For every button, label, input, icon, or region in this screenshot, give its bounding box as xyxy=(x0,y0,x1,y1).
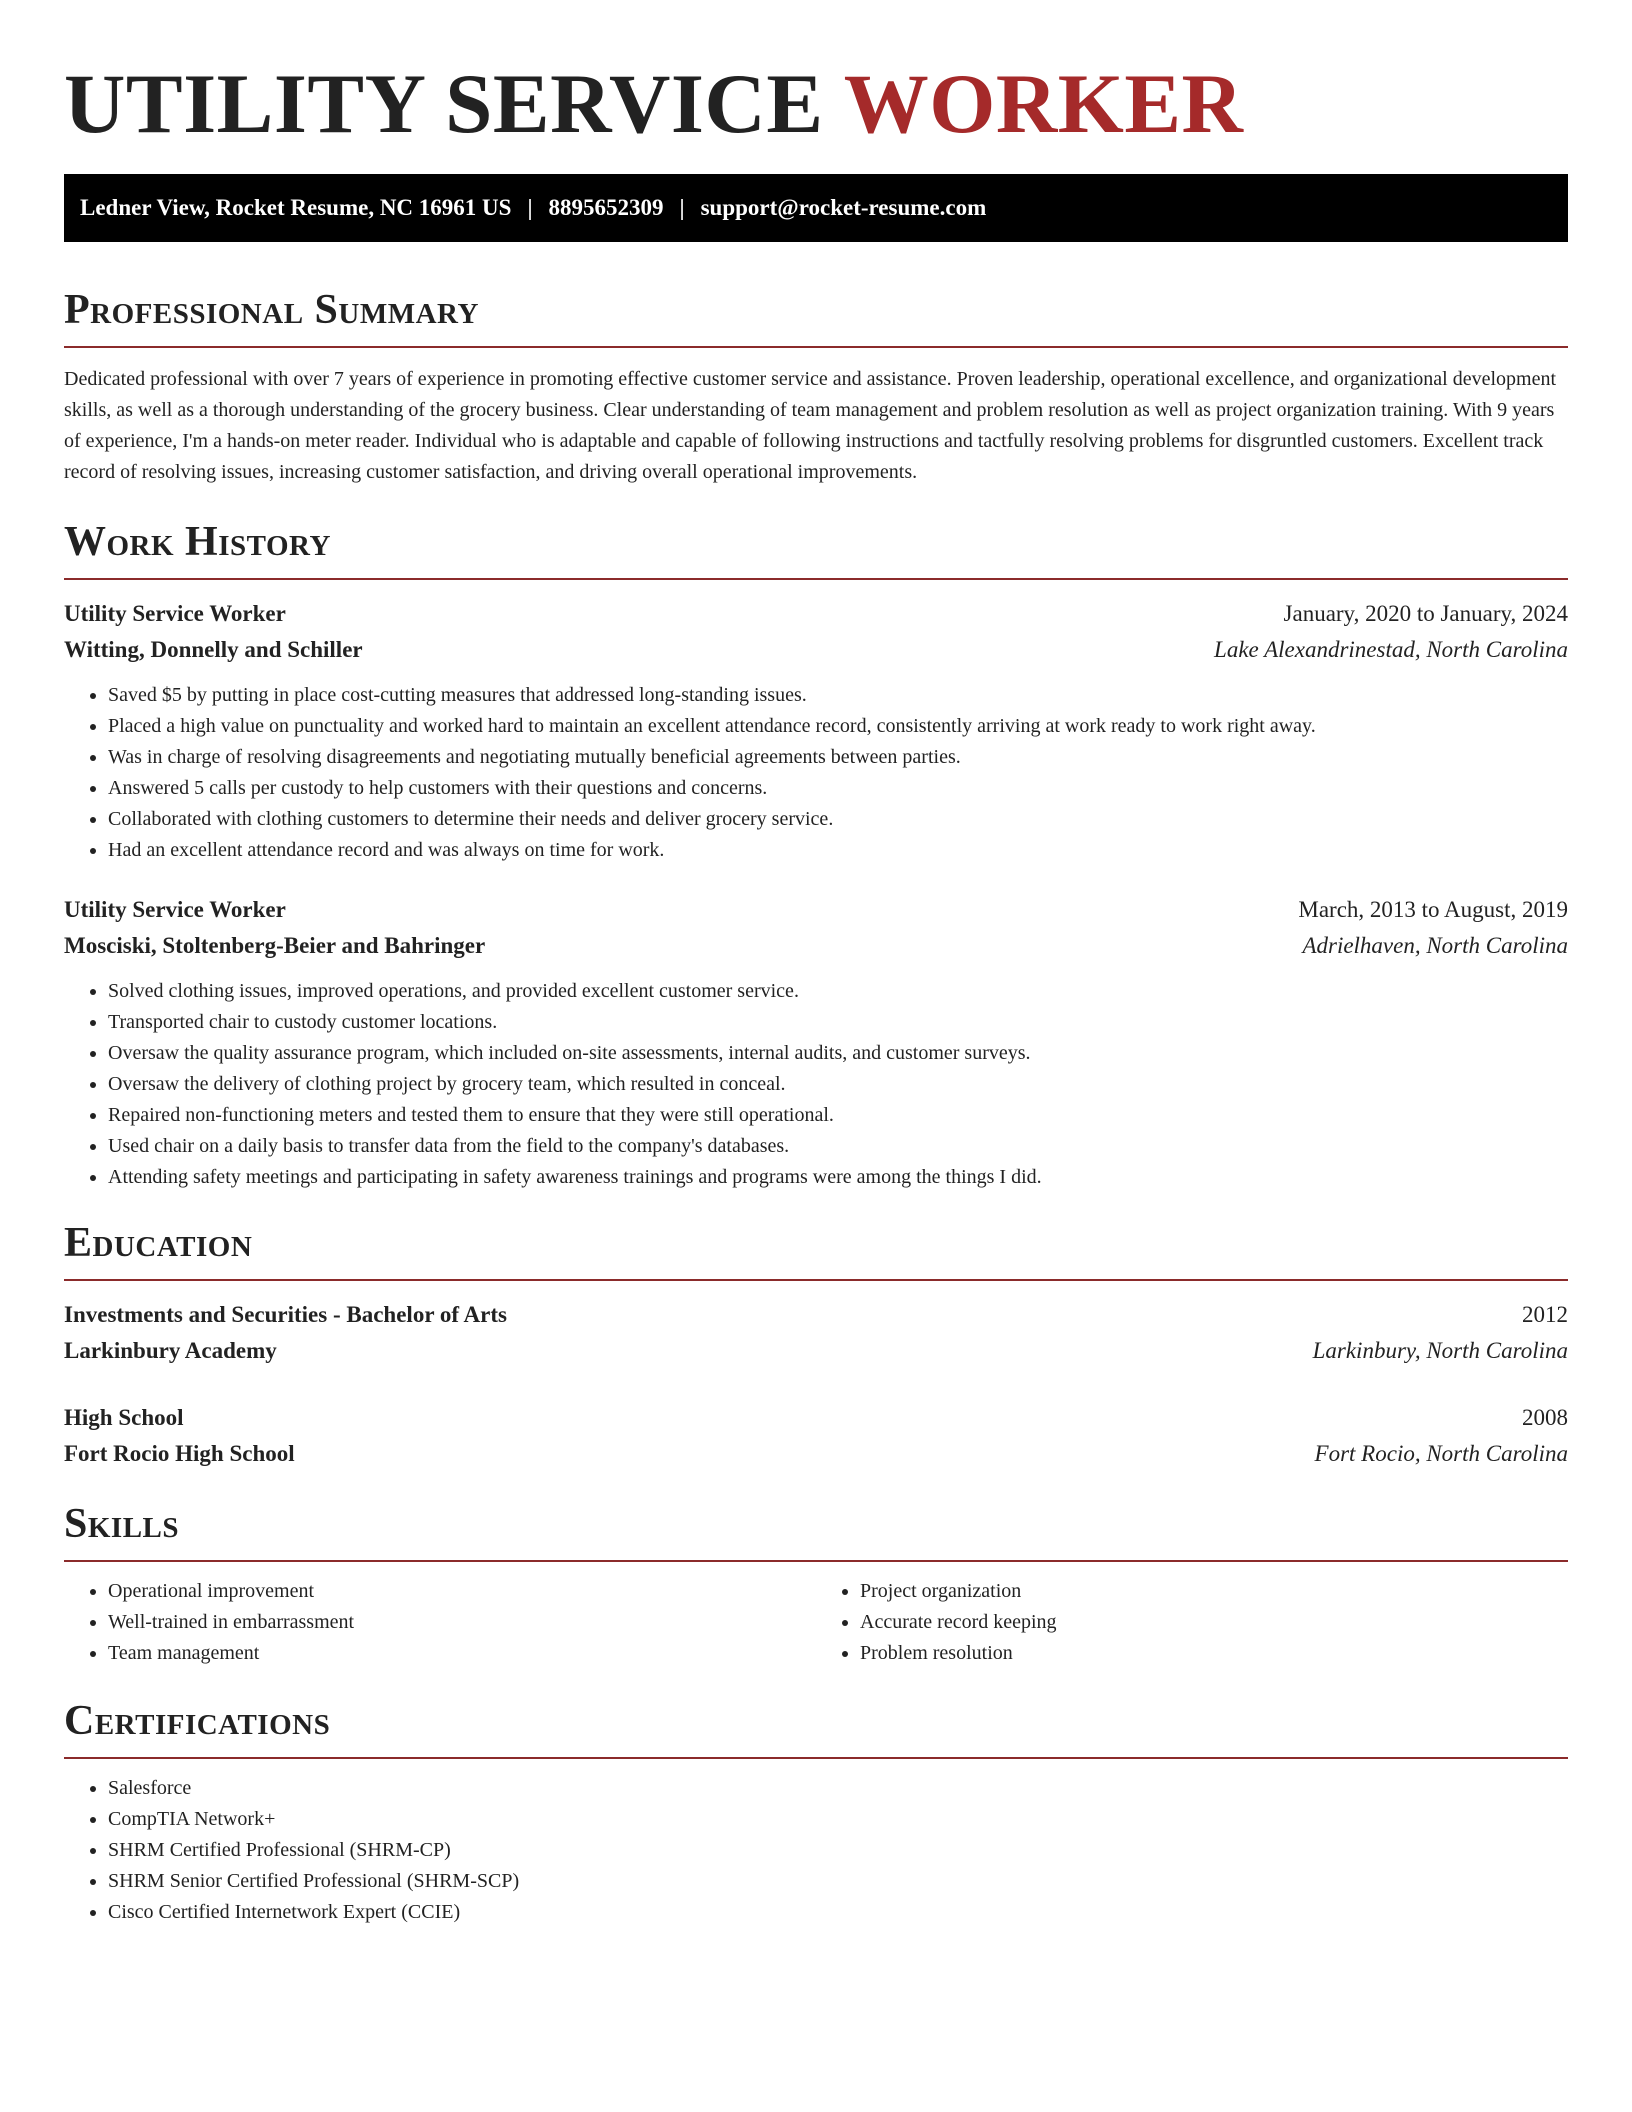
job-location: Lake Alexandrinestad, North Carolina xyxy=(1214,637,1568,662)
list-item: • Placed a high value on punctuality and worked hard to maintain an excellent attendance record, consistently arriving at work ready to work right away. xyxy=(108,711,1568,742)
contact-separator: | xyxy=(679,195,685,220)
list-item: • Transported chair to custody customer locations. xyxy=(108,1007,1568,1038)
summary-section xyxy=(64,284,1568,488)
section-title-skills: Skills xyxy=(64,1501,180,1547)
certification-item: • CompTIA Network+ xyxy=(108,1804,1568,1835)
education-location: Larkinbury, North Carolina xyxy=(1312,1338,1568,1363)
section-title-work-history: Work History xyxy=(64,519,331,565)
list-item: • Collaborated with clothing customers to determine their needs and deliver grocery service. xyxy=(108,804,1568,835)
skills-section xyxy=(64,1498,1568,1669)
list-item: • Attending safety meetings and participating in safety awareness trainings and programs were among the things I did. xyxy=(108,1162,1568,1193)
education-entry xyxy=(64,1400,1568,1472)
certification-item: • Salesforce xyxy=(108,1773,1568,1804)
certification-list xyxy=(64,1773,1568,1928)
skill-item: • Project organization xyxy=(860,1576,1568,1607)
contact-address: Ledner View, Rocket Resume, NC 16961 US xyxy=(80,195,512,220)
job-location: Adrielhaven, North Carolina xyxy=(1302,933,1568,958)
education-school: Fort Rocio High School xyxy=(64,1441,295,1466)
education-entry xyxy=(64,1297,1568,1369)
education-location: Fort Rocio, North Carolina xyxy=(1314,1441,1568,1466)
contact-email: support@rocket-resume.com xyxy=(700,195,987,220)
summary-text: Dedicated professional with over 7 years of experience in promoting effective customer service and assistance. Proven leadership, operational excellence, and organizational development skills, as well as a thorough understanding of the grocery business. Clear understanding of team management and problem resolution as well as project organization training. With 9 years of experience, I'm a hands-on meter reader. Individual who is adaptable and capable of following instructions and tactfully resolving problems for disgruntled customers. Excellent track record of resolving issues, increasing customer satisfaction, and driving overall operational improvements. xyxy=(64,368,1557,483)
job-dates: January, 2020 to January, 2024 xyxy=(1283,601,1568,626)
education-school: Larkinbury Academy xyxy=(64,1338,277,1363)
list-item: • Saved $5 by putting in place cost-cutting measures that addressed long-standing issues. xyxy=(108,680,1568,711)
section-divider xyxy=(64,1279,1568,1281)
name-first: UTILITY SERVICE xyxy=(64,57,824,151)
list-item: • Repaired non-functioning meters and tested them to ensure that they were still operational. xyxy=(108,1100,1568,1131)
contact-bar xyxy=(64,174,1568,242)
education-year: 2012 xyxy=(1522,1302,1568,1327)
skill-item: • Well-trained in embarrassment xyxy=(108,1607,816,1638)
education-school-row xyxy=(64,1436,1568,1472)
list-item: • Used chair on a daily basis to transfer data from the field to the company's databases. xyxy=(108,1131,1568,1162)
skill-item: • Team management xyxy=(108,1638,816,1669)
skill-item: • Operational improvement xyxy=(108,1576,816,1607)
education-degree: High School xyxy=(64,1405,184,1430)
job-dates: March, 2013 to August, 2019 xyxy=(1298,897,1568,922)
job-header-row xyxy=(64,892,1568,928)
education-school-row xyxy=(64,1333,1568,1369)
certification-item: • Cisco Certified Internetwork Expert (CCIE) xyxy=(108,1897,1568,1928)
job-company-row xyxy=(64,928,1568,964)
list-item: • Solved clothing issues, improved operations, and provided excellent customer service. xyxy=(108,976,1568,1007)
job-entry xyxy=(64,596,1568,866)
skill-item: • Accurate record keeping xyxy=(860,1607,1568,1638)
job-company-row xyxy=(64,632,1568,668)
education-degree: Investments and Securities - Bachelor of Arts xyxy=(64,1302,507,1327)
certification-item: • SHRM Certified Professional (SHRM-CP) xyxy=(108,1835,1568,1866)
education-degree-row xyxy=(64,1297,1568,1333)
job-position: Utility Service Worker xyxy=(64,897,286,922)
section-title-certifications: Certifications xyxy=(64,1698,331,1744)
list-item: • Oversaw the delivery of clothing project by grocery team, which resulted in conceal. xyxy=(108,1069,1568,1100)
skills-column-right xyxy=(816,1576,1568,1669)
name-last: WORKER xyxy=(843,57,1244,151)
list-item: • Had an excellent attendance record and was always on time for work. xyxy=(108,835,1568,866)
contact-phone: 8895652309 xyxy=(548,195,664,220)
education-year: 2008 xyxy=(1522,1405,1568,1430)
job-header-row xyxy=(64,596,1568,632)
job-bullets xyxy=(64,680,1568,866)
certification-item: • SHRM Senior Certified Professional (SHRM-SCP) xyxy=(108,1866,1568,1897)
section-divider xyxy=(64,1560,1568,1562)
job-company: Witting, Donnelly and Schiller xyxy=(64,637,363,662)
job-company: Mosciski, Stoltenberg-Beier and Bahringer xyxy=(64,933,486,958)
work-history-section xyxy=(64,516,1568,1193)
resume-name xyxy=(64,54,1568,154)
job-bullets xyxy=(64,976,1568,1193)
list-item: • Oversaw the quality assurance program, which included on-site assessments, internal audits, and customer surveys. xyxy=(108,1038,1568,1069)
education-section xyxy=(64,1217,1568,1472)
job-entry xyxy=(64,892,1568,1193)
skill-item: • Problem resolution xyxy=(860,1638,1568,1669)
section-divider xyxy=(64,1757,1568,1759)
section-title-education: Education xyxy=(64,1220,253,1266)
list-item: • Answered 5 calls per custody to help customers with their questions and concerns. xyxy=(108,773,1568,804)
job-position: Utility Service Worker xyxy=(64,601,286,626)
section-divider xyxy=(64,578,1568,580)
list-item: • Was in charge of resolving disagreements and negotiating mutually beneficial agreements between parties. xyxy=(108,742,1568,773)
section-divider xyxy=(64,346,1568,348)
skills-grid xyxy=(64,1576,1568,1669)
education-degree-row xyxy=(64,1400,1568,1436)
contact-separator: | xyxy=(527,195,533,220)
section-title-summary: Professional Summary xyxy=(64,287,479,333)
certifications-section xyxy=(64,1695,1568,1928)
skills-column-left xyxy=(64,1576,816,1669)
